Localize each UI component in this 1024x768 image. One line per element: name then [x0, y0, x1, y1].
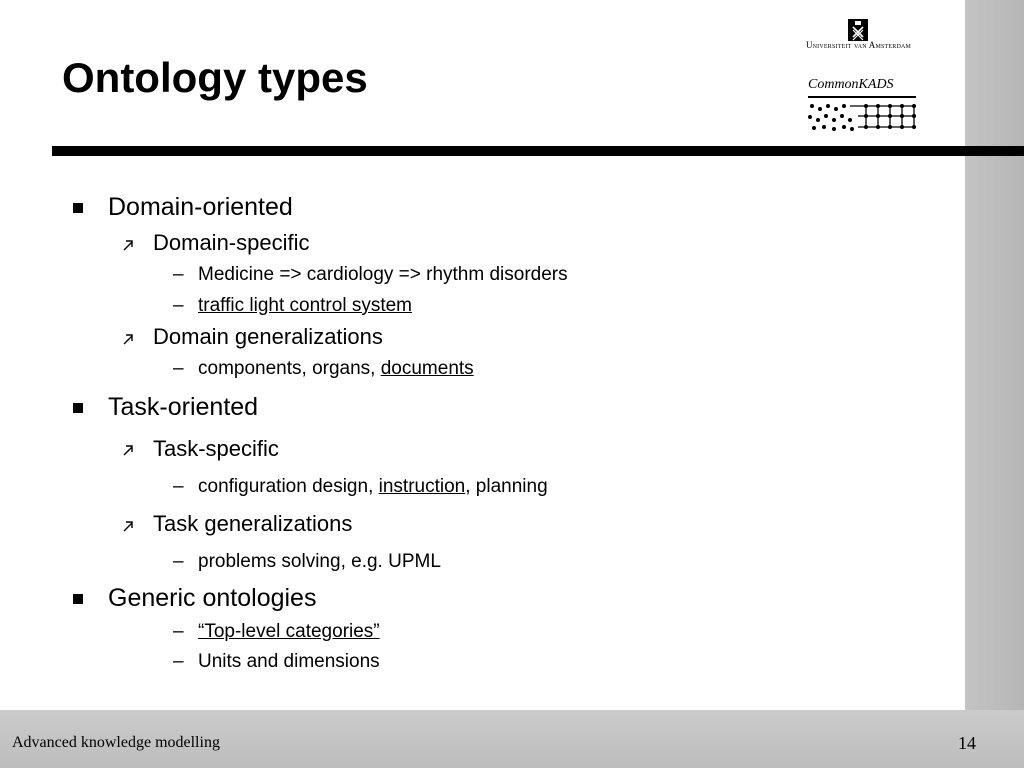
bullet-top-level: [198, 622, 380, 641]
bullet-configuration: [198, 477, 548, 496]
square-bullet-icon: [73, 203, 83, 213]
square-bullet-icon: [73, 594, 83, 604]
dash-bullet: –: [173, 621, 184, 642]
bullet-units: Units and dimensions: [198, 651, 380, 672]
title-divider: [52, 146, 1024, 156]
top-level-categories-link[interactable]: “Top-level categories”: [198, 621, 380, 642]
bullet-traffic-light: [198, 296, 412, 315]
arrow-bullet-icon: [121, 332, 135, 346]
bullet-task-oriented: Task-oriented: [108, 393, 259, 421]
right-decorative-band: [965, 0, 1024, 768]
arrow-bullet-icon: [121, 519, 135, 533]
university-crest-icon: [848, 19, 868, 41]
commonkads-logo-text: CommonKADS: [808, 77, 894, 92]
planning-text: , planning: [465, 476, 548, 497]
dash-bullet: –: [173, 476, 184, 497]
configuration-text: configuration design,: [198, 476, 379, 497]
slide-title: Ontology types: [62, 54, 368, 101]
dash-bullet: –: [173, 358, 184, 379]
components-text: components, organs,: [198, 358, 381, 379]
dash-bullet: –: [173, 551, 184, 572]
university-name: Universiteit van Amsterdam: [805, 40, 912, 50]
bullet-task-specific: Task-specific: [153, 436, 279, 461]
traffic-light-link[interactable]: traffic light control system: [198, 295, 413, 316]
bullet-generic-ontologies: Generic ontologies: [108, 584, 317, 612]
page-number: 14: [958, 733, 976, 753]
arrow-bullet-icon: [121, 443, 135, 457]
square-bullet-icon: [73, 403, 83, 413]
dash-bullet: –: [173, 651, 184, 672]
bullet-problem-solving: problems solving, e.g. UPML: [198, 551, 441, 572]
bullet-components: [198, 359, 474, 378]
footer-course-title: Advanced knowledge modelling: [12, 734, 220, 751]
bullet-medicine: Medicine => cardiology => rhythm disorders: [198, 264, 568, 285]
bullet-task-generalizations: Task generalizations: [153, 511, 353, 536]
bullet-domain-specific: Domain-specific: [153, 230, 310, 255]
bullet-domain-generalizations: Domain generalizations: [153, 324, 383, 349]
dash-bullet: –: [173, 295, 184, 316]
dash-bullet: –: [173, 264, 184, 285]
arrow-bullet-icon: [121, 238, 135, 252]
commonkads-network-icon: [806, 94, 918, 132]
bullet-domain-oriented: Domain-oriented: [108, 193, 293, 221]
instruction-link[interactable]: instruction: [378, 476, 466, 497]
documents-link[interactable]: documents: [380, 358, 474, 379]
